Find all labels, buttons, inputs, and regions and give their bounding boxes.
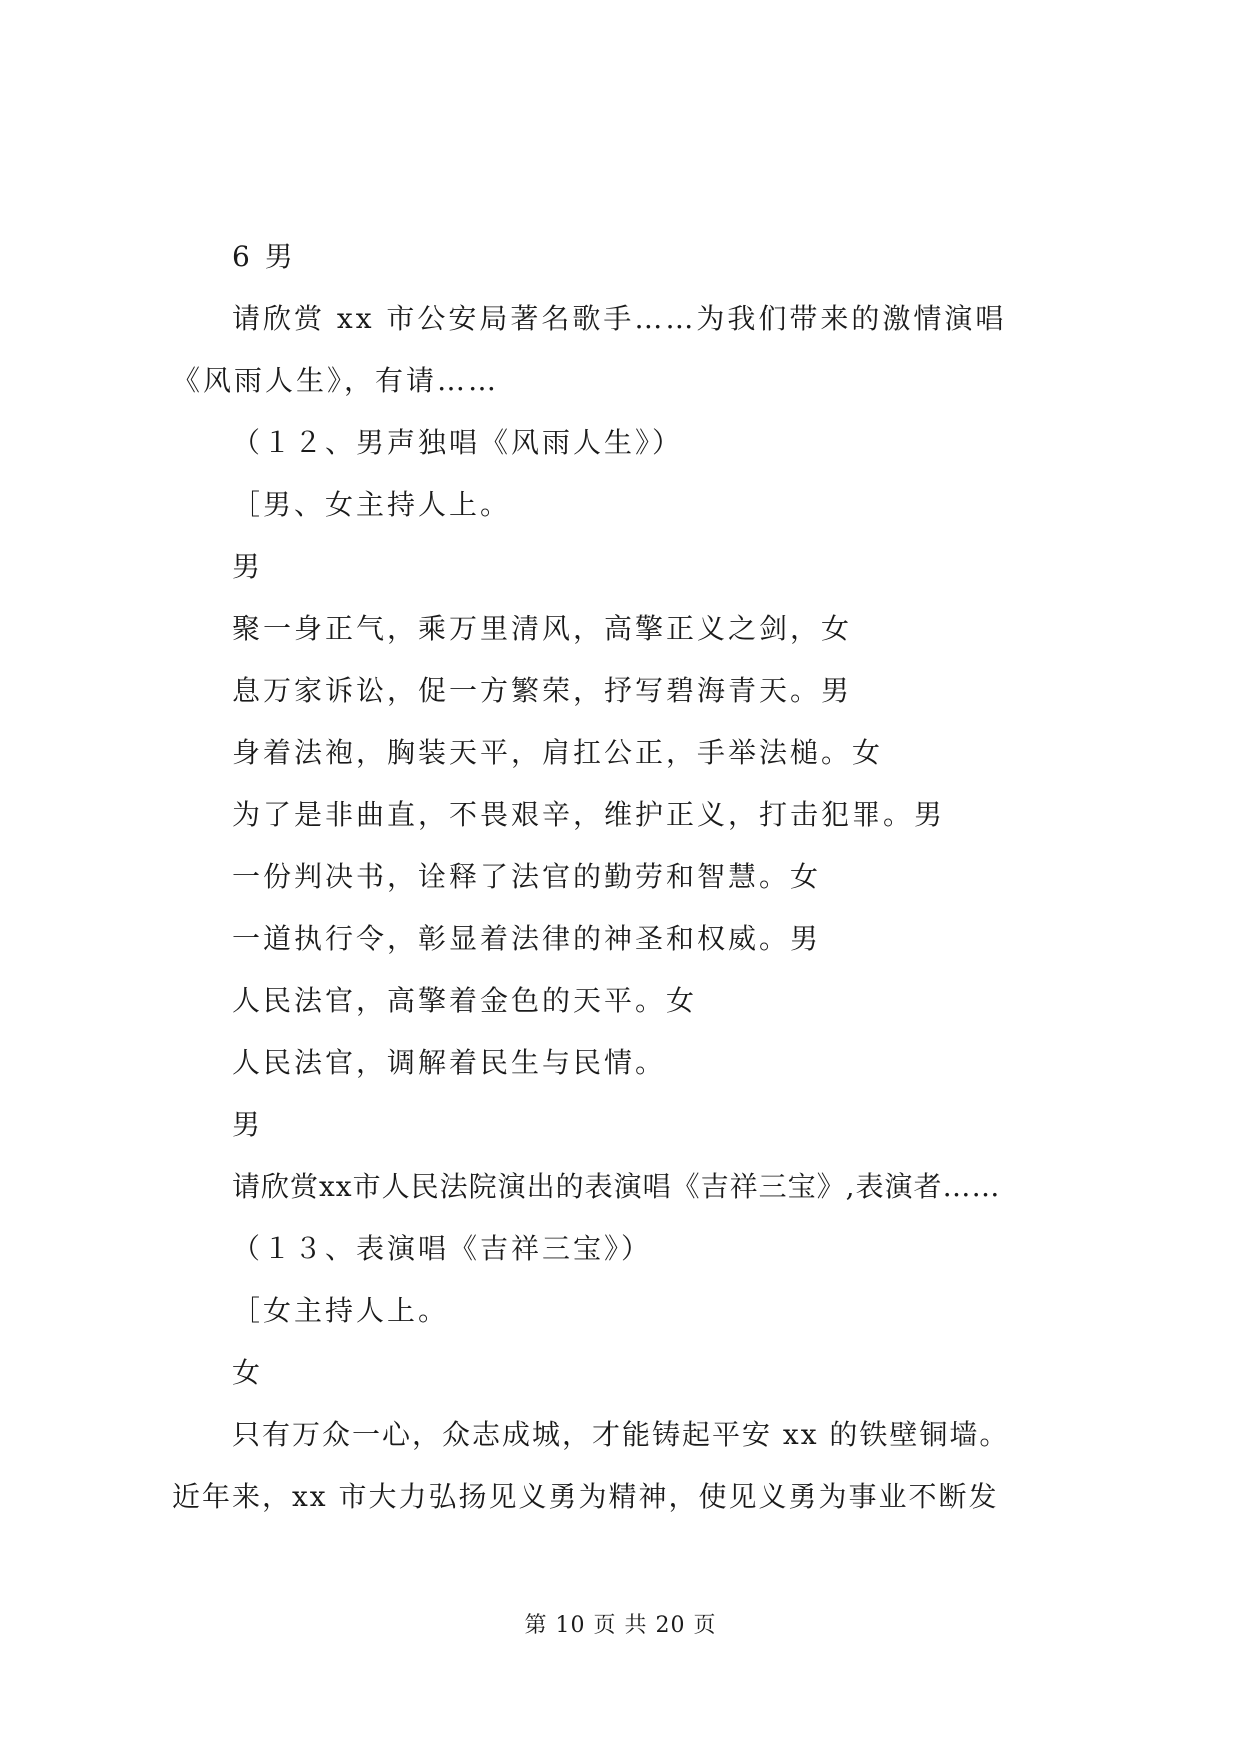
page-footer: 第 10 页 共 20 页	[524, 1613, 717, 1638]
text-line: 一份判决书，诠释了法官的勤劳和智慧。女	[232, 860, 822, 893]
text-line: 男	[232, 1108, 264, 1141]
text-line: 一道执行令，彰显着法律的神圣和权威。男	[232, 922, 822, 955]
text-line: 请欣赏 xx 市公安局著名歌手……为我们带来的激情演唱	[232, 302, 1007, 335]
text-line: 6 男	[232, 240, 296, 273]
text-line: 为了是非曲直，不畏艰辛，维护正义，打击犯罪。男	[232, 798, 946, 831]
text-line: 近年来，xx 市大力弘扬见义勇为精神，使见义勇为事业不断发	[172, 1480, 999, 1513]
text-line: 《风雨人生》，有请……	[172, 364, 500, 397]
text-line: 身着法袍，胸装天平，肩扛公正，手举法槌。女	[232, 736, 884, 769]
text-line: （１３、表演唱《吉祥三宝》）	[232, 1232, 653, 1265]
text-line: 息万家诉讼，促一方繁荣，抒写碧海青天。男	[232, 674, 853, 707]
text-line: （１２、男声独唱《风雨人生》）	[232, 426, 684, 459]
text-line: 女	[232, 1356, 264, 1389]
text-line: 男	[232, 550, 264, 583]
text-line: 只有万众一心，众志成城，才能铸起平安 xx 的铁壁铜墙。	[232, 1418, 1010, 1451]
text-line: 聚一身正气，乘万里清风，高擎正义之剑，女	[232, 612, 853, 645]
text-line: ［男、女主持人上。	[232, 488, 512, 521]
text-line: 请欣赏xx市人民法院演出的表演唱《吉祥三宝》,表演者……	[232, 1170, 1001, 1203]
text-line: 人民法官，调解着民生与民情。	[232, 1046, 667, 1079]
text-line: ［女主持人上。	[232, 1294, 450, 1327]
text-line: 人民法官，高擎着金色的天平。女	[232, 984, 698, 1017]
